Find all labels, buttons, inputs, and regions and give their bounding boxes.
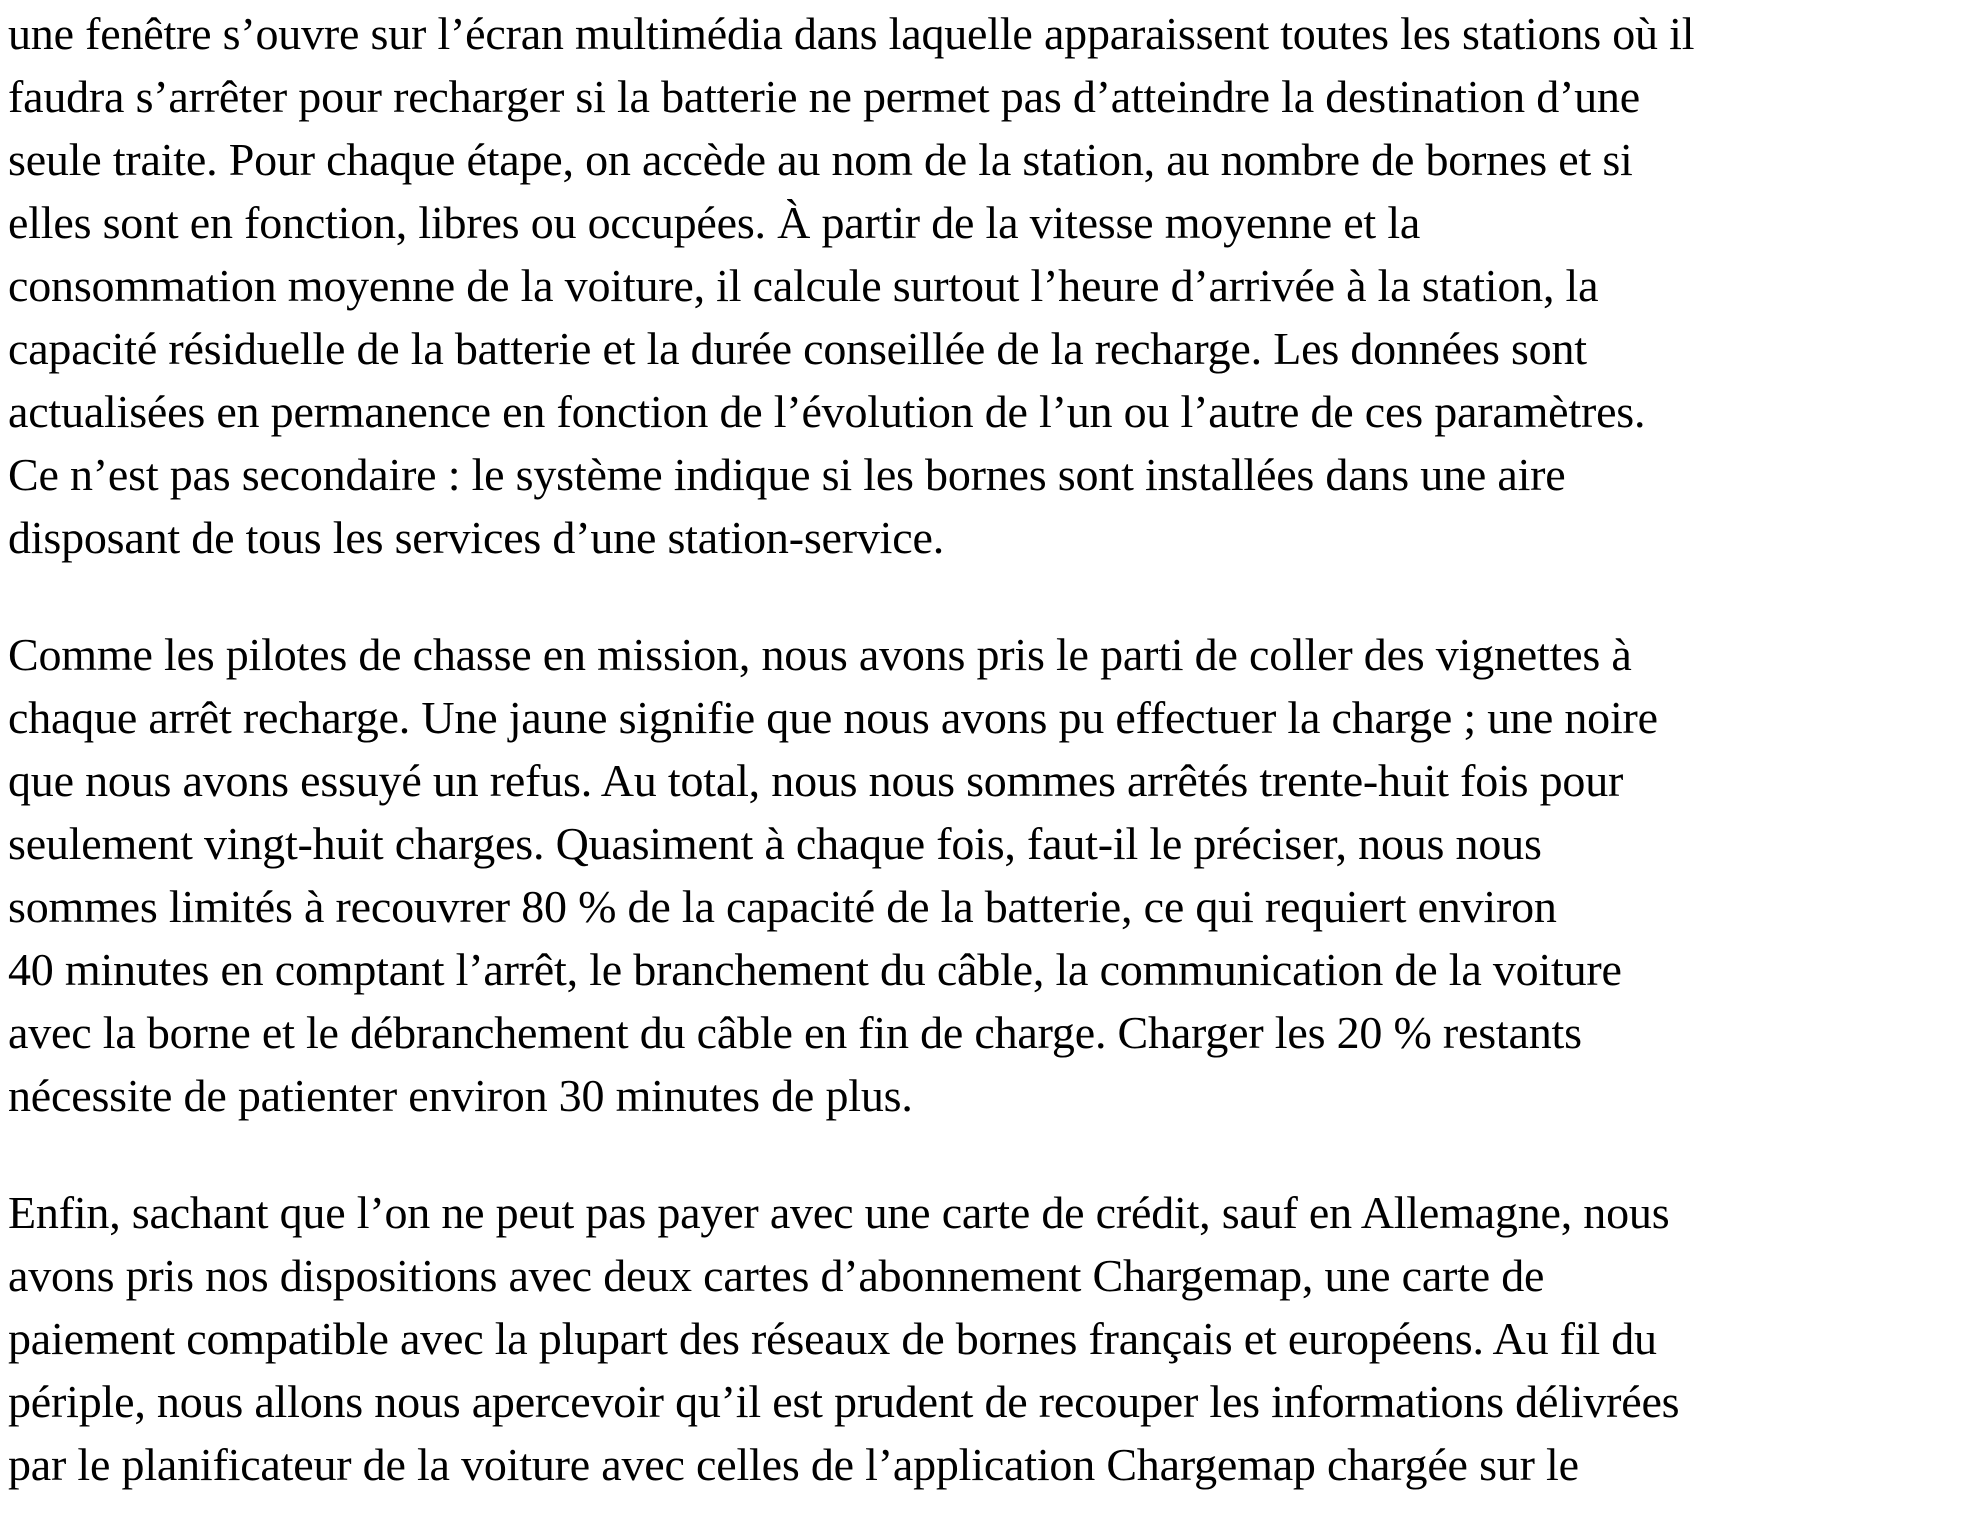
text-line: avec la borne et le débranchement du câble en fin de charge. Charger les 20 % restants <box>8 1007 1582 1058</box>
paragraph-payment-chargemap <box>8 1181 1968 1496</box>
text-line: actualisées en permanence en fonction de l’évolution de l’un ou l’autre de ces paramètres. <box>8 386 1646 437</box>
text-line: que nous avons essuyé un refus. Au total, nous nous sommes arrêtés trente-huit fois pour <box>8 755 1624 806</box>
text-line: capacité résiduelle de la batterie et la durée conseillée de la recharge. Les données sont <box>8 323 1587 374</box>
text-line: elles sont en fonction, libres ou occupées. À partir de la vitesse moyenne et la <box>8 197 1421 248</box>
text-line: seulement vingt-huit charges. Quasiment à chaque fois, faut-il le préciser, nous nous <box>8 818 1542 869</box>
paragraph-charging-stations <box>8 2 1968 569</box>
text-line: seule traite. Pour chaque étape, on accède au nom de la station, au nombre de bornes et si <box>8 134 1633 185</box>
text-line: Enfin, sachant que l’on ne peut pas payer avec une carte de crédit, sauf en Allemagne, nous <box>8 1187 1670 1238</box>
text-line: Comme les pilotes de chasse en mission, nous avons pris le parti de coller des vignettes à <box>8 629 1632 680</box>
paragraph-vignettes <box>8 623 1968 1127</box>
text-line: par le planificateur de la voiture avec celles de l’application Chargemap chargée sur le <box>8 1439 1579 1490</box>
text-line: disposant de tous les services d’une station-service. <box>8 512 944 563</box>
text-line: sommes limités à recouvrer 80 % de la capacité de la batterie, ce qui requiert environ <box>8 881 1557 932</box>
text-line: chaque arrêt recharge. Une jaune signifie que nous avons pu effectuer la charge ; une noire <box>8 692 1658 743</box>
text-line: une fenêtre s’ouvre sur l’écran multimédia dans laquelle apparaissent toutes les stations où il <box>8 8 1695 59</box>
text-line: nécessite de patienter environ 30 minutes de plus. <box>8 1070 913 1121</box>
text-line: faudra s’arrêter pour recharger si la batterie ne permet pas d’atteindre la destination d’une <box>8 71 1640 122</box>
text-line: Ce n’est pas secondaire : le système indique si les bornes sont installées dans une aire <box>8 449 1566 500</box>
text-line: avons pris nos dispositions avec deux cartes d’abonnement Chargemap, une carte de <box>8 1250 1545 1301</box>
text-line: périple, nous allons nous apercevoir qu’il est prudent de recouper les informations délivrées <box>8 1376 1680 1427</box>
text-line: 40 minutes en comptant l’arrêt, le branchement du câble, la communication de la voiture <box>8 944 1622 995</box>
text-line: paiement compatible avec la plupart des réseaux de bornes français et européens. Au fil du <box>8 1313 1657 1364</box>
text-line: consommation moyenne de la voiture, il calcule surtout l’heure d’arrivée à la station, la <box>8 260 1599 311</box>
